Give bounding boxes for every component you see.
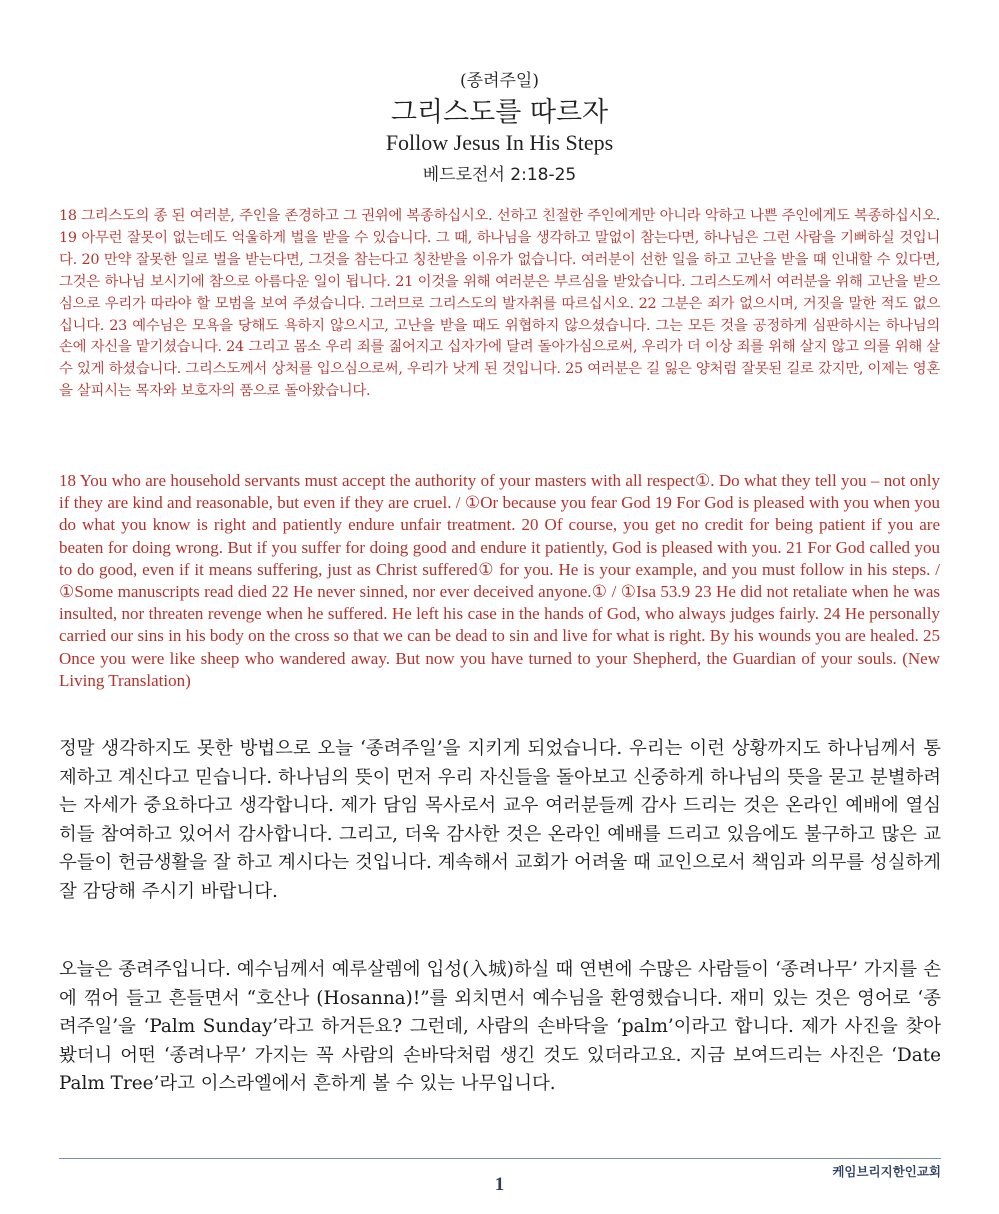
body-paragraph: 오늘은 종려주입니다. 예수님께서 예루살렘에 입성(入城)하실 때 연변에 수많은 사람들이 ‘종려나무’ 가지를 손에 꺾어 들고 흔들면서 “호산나 (Hosanna)!”를 외치면서 예수님을 환영했습니다. 재미 있는 것은 영어로 ‘종려주일’을 ‘Palm Sunday’라고 하거든요? 그런데, 사람의 손바닥을 ‘palm’이라고 합니다. 제가 사진을 찾아 봤더니 어떤 ‘종려나무’ 가지는 꼭 사람의 손바닥처럼 생긴 것도 있더라고요. 지금 보여드리는 사진은 ‘Date Palm Tree’라고 이스라엘에서 흔하게 볼 수 있는 나무입니다. <box>59 959 941 1095</box>
english-passage: 18 You who are household servants must accept the authority of your masters with all respect①. Do what they tell you – not only if they are kind and reasonable, but even if they are cruel. / ①Or because you fear God 19 For God is pleased with you when you do what you know is right and patiently endure unfair treatment. 20 Of course, you get no credit for being patient if you are beaten for doing wrong. But if you suffer for doing good and endure it patiently, God is pleased with you. 21 For God called you to do good, even if it means suffering, just as Christ suffered① for you. He is your example, and you must follow in his steps. / ①Some manuscripts read died 22 He never sinned, nor ever deceived anyone.① / ①Isa 53.9 23 He did not retaliate when he was insulted, nor threaten revenge when he suffered. He left his case in the hands of God, who always judges fairly. 24 He personally carried our sins in his body on the cross so that we can be dead to sin and live for what is right. By his wounds you are healed. 25 Once you were like sheep who wandered away. But now you have turned to your Shepherd, the Guardian of your souls. (New Living Translation) <box>59 471 940 690</box>
body-paragraph: 정말 생각하지도 못한 방법으로 오늘 ‘종려주일’을 지키게 되었습니다. 우리는 이런 상황까지도 하나님께서 통제하고 계신다고 믿습니다. 하나님의 뜻이 먼저 우리 자신들을 돌아보고 신중하게 하나님의 뜻을 묻고 분별하려는 자세가 중요하다고 생각합니다. 제가 담임 목사로서 교우 여러분들께 감사 드리는 것은 온라인 예배에 열심히들 참여하고 있어서 감사합니다. 그리고, 더욱 감사한 것은 온라인 예배를 드리고 있음에도 불구하고 많은 교우들이 헌금생활을 잘 하고 계시다는 것입니다. 계속해서 교회가 어려울 때 교인으로서 책임과 의무를 성실하게 잘 감당해 주시기 바랍니다. <box>59 738 941 902</box>
page-number: 1 <box>494 1174 505 1195</box>
church-name: 케임브리지한인교회 <box>832 1164 941 1179</box>
sermon-title: 그리스도를 따르자 <box>390 97 609 128</box>
korean-passage: 18 그리스도의 종 된 여러분, 주인을 존경하고 그 권위에 복종하십시오. 선하고 친절한 주인에게만 아니라 악하고 나쁜 주인에게도 복종하십시오. 19 아무런 잘못이 없는데도 억울하게 벌을 받을 수 있습니다. 그 때, 하나님을 생각하고 말없이 참는다면, 하나님은 그런 사람을 기뻐하실 것입니다. 20 만약 잘못한 일로 벌을 받는다면, 그것을 참는다고 칭찬받을 이유가 없습니다. 여러분이 선한 일을 하고 고난을 받을 때 인내할 수 있다면, 그것은 하나님 보시기에 참으로 아름다운 일이 됩니다. 21 이것을 위해 여러분은 부르심을 받았습니다. 그리스도께서 여러분을 위해 고난을 받으심으로 우리가 따라야 할 모범을 보여 주셨습니다. 그러므로 그리스도의 발자취를 따르십시오. 22 그분은 죄가 없으시며, 거짓을 말한 적도 없으십니다. 23 예수님은 모욕을 당해도 욕하지 않으시고, 고난을 받을 때도 위협하지 않으셨습니다. 그는 모든 것을 공정하게 심판하시는 하나님의 손에 자신을 맡기셨습니다. 24 그리고 몸소 우리 죄를 짊어지고 십자가에 달려 돌아가심으로써, 우리가 더 이상 죄를 위해 살지 않고 의를 위해 살 수 있게 하셨습니다. 그리스도께서 상처를 입으심으로써, 우리가 낫게 된 것입니다. 25 여러분은 길 잃은 양처럼 잘못된 길로 갔지만, 이제는 영혼을 살피시는 목자와 보호자의 품으로 돌아왔습니다. <box>59 208 940 400</box>
scripture-reference: 베드로전서 2:18-25 <box>422 165 577 185</box>
occasion-label: (종려주일) <box>460 71 539 91</box>
sermon-subtitle: Follow Jesus In His Steps <box>385 130 614 155</box>
footer-divider <box>59 1158 941 1159</box>
